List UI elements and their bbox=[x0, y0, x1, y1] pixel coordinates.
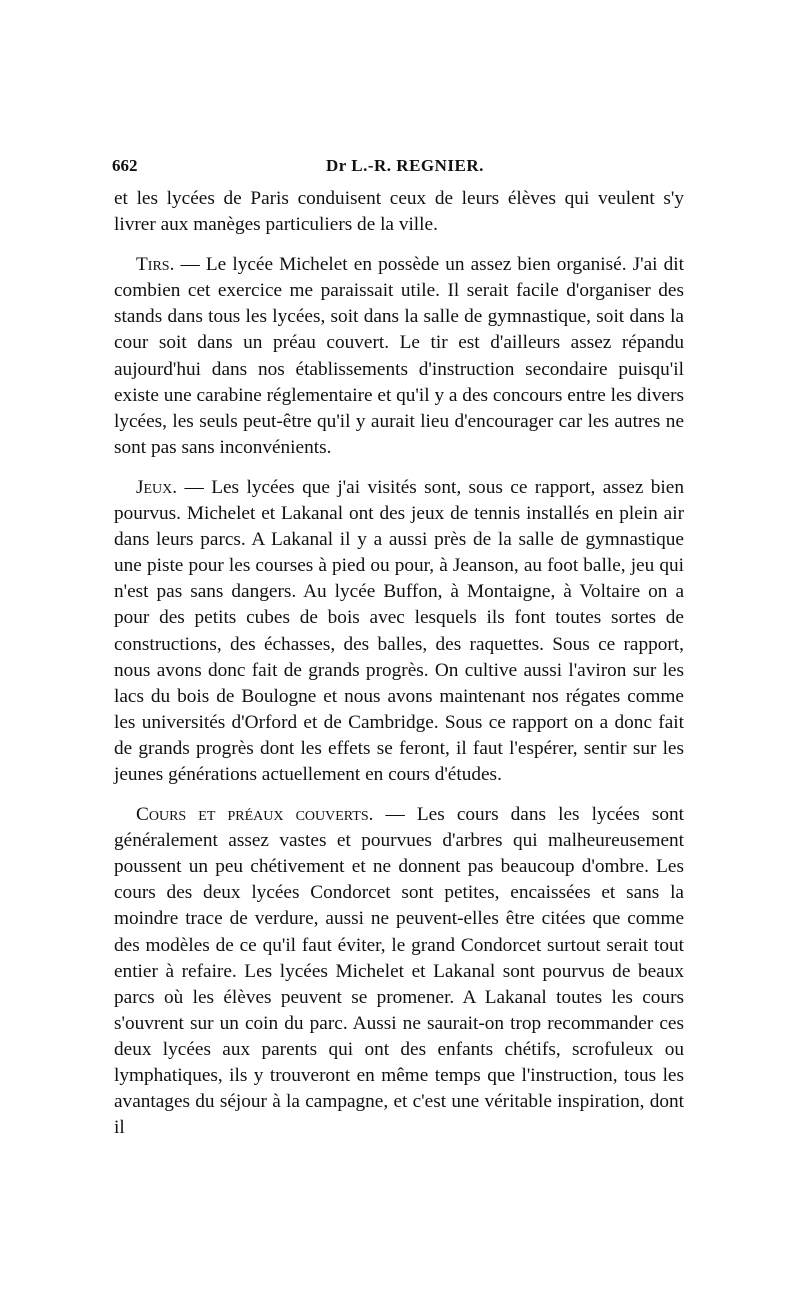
running-head: Dr L.-R. REGNIER. bbox=[326, 156, 484, 175]
page-header bbox=[112, 156, 684, 180]
paragraph-tirs bbox=[114, 252, 684, 461]
page-number: 662 bbox=[112, 156, 138, 175]
paragraph-text: et les lycées de Paris conduisent ceux de leurs élèves qui veulent s'y livrer aux manèges particuliers de la ville. bbox=[114, 188, 684, 236]
section-heading-jeux: Jeux. bbox=[136, 476, 178, 498]
paragraph-text: — Le lycée Michelet en possède un assez bien organisé. J'ai dit combien cet exercice me paraissait utile. Il serait facile d'organiser des stands dans tous les lycées, soit dans la salle de gymnastique, soit dans la cour soit dans un préau couvert. Le tir est d'ailleurs assez répandu aujourd'hui dans nos établissements d'instruction secondaire puisqu'il existe une carabine réglementaire et qu'il y a des concours entre les divers lycées, les seuls peut-être qu'il y aurait lieu d'encourager car les autres ne sont pas sans inconvénients. bbox=[114, 254, 684, 458]
section-heading-tirs: Tirs. bbox=[136, 254, 175, 276]
body-text bbox=[114, 186, 684, 1141]
paragraph-continuation bbox=[114, 186, 684, 238]
section-heading-cours: Cours et préaux couverts. bbox=[136, 804, 374, 826]
paragraph-text: — Les lycées que j'ai visités sont, sous ce rapport, assez bien pourvus. Michelet et Lakanal ont des jeux de tennis installés en plein air dans leurs parcs. A Lakanal il y a aussi près de la salle de gymnastique une piste pour les courses à pied ou pour, à Jeanson, au foot balle, jeu qui n'est pas sans dangers. Au lycée Buffon, à Montaigne, à Voltaire on a pour des petits cubes de bois avec lesquels ils font toutes sortes de constructions, des échasses, des balles, des raquettes. Sous ce rapport, nous avons donc fait de grands progrès. On cultive aussi l'aviron sur les lacs du bois de Boulogne et nous avons maintenant nos régates comme les universités d'Orford et de Cambridge. Sous ce rapport on a donc fait de grands progrès dont les effets se feront, il faut l'espérer, sentir sur les jeunes générations actuellement en cours d'études. bbox=[114, 476, 684, 785]
paragraph-cours bbox=[114, 802, 684, 1141]
paragraph-jeux bbox=[114, 475, 684, 788]
paragraph-text: — Les cours dans les lycées sont généralement assez vastes et pourvues d'arbres qui malheureusement poussent un peu chétivement et ne donnent pas beaucoup d'ombre. Les cours des deux lycées Condorcet sont petites, encaissées et sans la moindre trace de verdure, aussi ne peuvent-elles être citées que comme des modèles de ce qu'il faut éviter, le grand Condorcet surtout serait tout entier à refaire. Les lycées Michelet et Lakanal sont pourvus de beaux parcs où les élèves peuvent se promener. A Lakanal toutes les cours s'ouvrent sur un coin du parc. Aussi ne saurait-on trop recommander ces deux lycées aux parents qui ont des enfants chétifs, scrofuleux ou lymphatiques, ils y trouveront en même temps que l'instruction, tous les avantages du séjour à la campagne, et c'est une véritable inspiration, dont il bbox=[114, 804, 684, 1139]
